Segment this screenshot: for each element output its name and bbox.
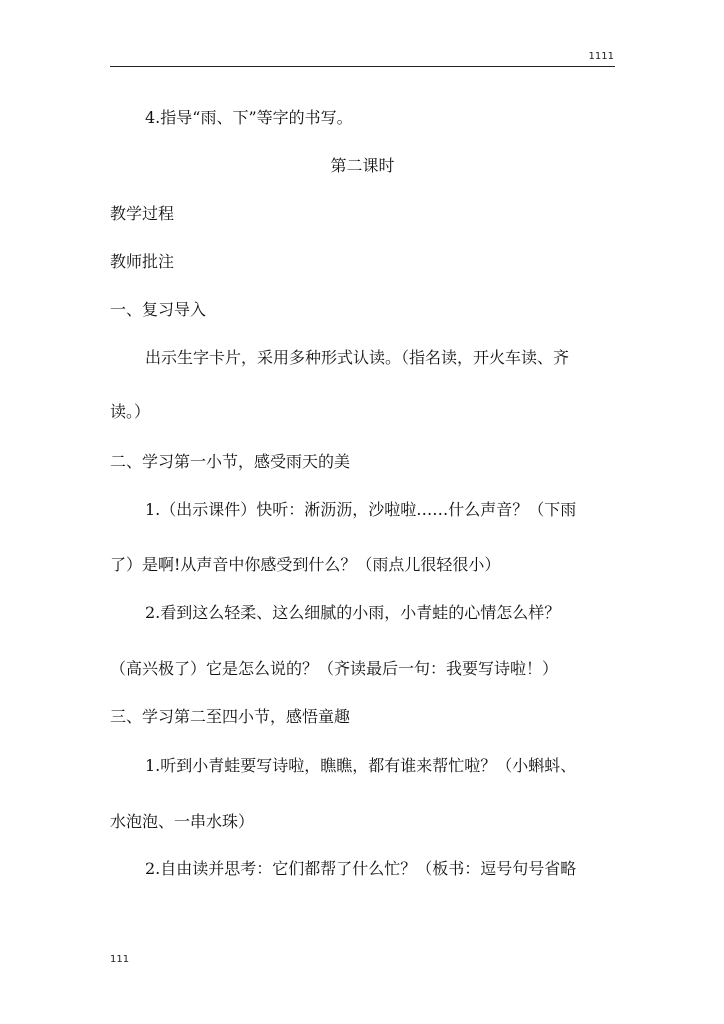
text-line-1: 4.指导“雨、下”等字的书写。 [145,108,353,127]
header-rule [110,66,615,67]
heading-review: 一、复习导入 [110,300,207,319]
heading-teacher-notes: 教师批注 [110,252,175,271]
text-line-10: 了）是啊!从声音中你感受到什么？（雨点儿很轻很小） [110,555,501,574]
text-line-6: 出示生字卡片，采用多种形式认读。（指名读，开火车读、齐 [145,348,570,367]
text-line-7: 读。） [110,402,151,421]
text-line-11: 2.看到这么轻柔、这么细腻的小雨，小青蛙的心情怎么样？ [145,603,561,622]
heading-teaching-process: 教学过程 [110,204,175,223]
heading-section-three: 三、学习第二至四小节，感悟童趣 [110,707,351,726]
section-heading-second-lesson: 第二课时 [330,156,395,175]
text-line-12: （高兴极了）它是怎么说的？（齐读最后一句：我要写诗啦！） [110,659,559,678]
footer-page-code: 111 [110,954,130,965]
header-page-code: 1111 [588,51,614,62]
text-line-14: 1.听到小青蛙要写诗啦，瞧瞧，都有谁来帮忙啦？（小蝌蚪、 [145,756,577,775]
text-line-16: 2.自由读并思考：它们都帮了什么忙？（板书：逗号句号省略 [145,859,577,878]
text-line-15: 水泡泡、一串水珠） [110,812,255,831]
heading-section-two: 二、学习第一小节，感受雨天的美 [110,452,351,471]
text-line-9: 1.（出示课件）快听：淅沥沥，沙啦啦……什么声音？（下雨 [145,500,577,519]
